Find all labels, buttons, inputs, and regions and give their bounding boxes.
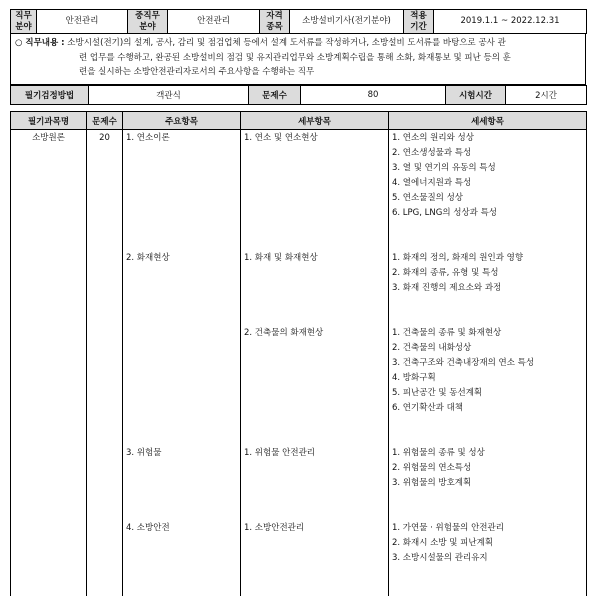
job-field-label: 직무 분야 — [11, 10, 37, 34]
column-count: 문제수 — [87, 112, 123, 130]
sub-item: 1. 소방안전관리 — [244, 521, 385, 536]
main-items-column — [123, 130, 240, 596]
detail-item: 4. 방화구획 — [392, 371, 583, 386]
question-count-label: 문제수 — [249, 86, 301, 105]
exam-method-value: 객관식 — [89, 86, 249, 105]
sub-item: 1. 위험물 안전관리 — [244, 446, 385, 461]
duty-label: ○ 직무내용 : — [15, 38, 65, 48]
detail-item: 3. 소방시설물의 관리유지 — [392, 551, 583, 566]
column-detail-item: 세세항목 — [389, 112, 587, 130]
detail-item: 2. 건축물의 내화성상 — [392, 341, 583, 356]
sub-items-cell — [241, 130, 389, 596]
detail-item: 3. 건축구조와 건축내장재의 연소 특성 — [392, 356, 583, 371]
detail-item: 1. 건축물의 종류 및 화재현상 — [392, 326, 583, 341]
detail-item: 6. LPG, LNG의 성상과 특성 — [392, 206, 583, 221]
duty-line-2: 련 업무를 수행하고, 완공된 소방설비의 점검 및 유지관리업무와 소방계획수립을 통해 소화, 화재통보 및 피난 등의 훈 — [15, 51, 581, 66]
detail-item: 2. 화재시 소방 및 피난계획 — [392, 536, 583, 551]
syllabus-table — [10, 111, 587, 596]
period-label: 적용 기간 — [404, 10, 434, 34]
detail-item: 5. 피난공간 및 동선계획 — [392, 386, 583, 401]
detail-item: 1. 위험물의 종류 및 성상 — [392, 446, 583, 461]
duty-line-3: 련을 실시하는 소방안전관리자로서의 주요사항을 수행하는 직무 — [15, 65, 581, 80]
sub-item: 1. 화재 및 화재현상 — [244, 251, 385, 266]
question-count-value: 80 — [301, 86, 446, 105]
detail-item: 2. 화재의 종류, 유형 및 특성 — [392, 266, 583, 281]
detail-item: 2. 연소생성물과 특성 — [392, 146, 583, 161]
exam-method-label: 필기검정방법 — [11, 86, 89, 105]
main-item: 4. 소방안전 — [126, 521, 237, 536]
duty-text-1: 소방시설(전기)의 설계, 공사, 감리 및 점검업체 등에서 설계 도서류를 작성하거나, 소방설비 도서류를 바탕으로 공사 관 — [67, 38, 506, 48]
certification-value: 소방설비기사(전기분야) — [290, 10, 404, 34]
column-sub-item: 세부항목 — [241, 112, 389, 130]
subject-count: 20 — [87, 130, 122, 146]
detail-items-column — [389, 130, 586, 596]
exam-time-value: 2시간 — [506, 86, 587, 105]
detail-items-cell — [389, 130, 587, 596]
detail-item: 5. 연소물질의 성상 — [392, 191, 583, 206]
period-value: 2019.1.1 ~ 2022.12.31 — [434, 10, 587, 34]
detail-item: 6. 연기확산과 대책 — [392, 401, 583, 416]
certification-label: 자격 종목 — [260, 10, 290, 34]
exam-method-table — [10, 85, 587, 105]
sub-items-column — [241, 130, 388, 596]
sub-item: 1. 연소 및 연소현상 — [244, 131, 385, 146]
sub-job-field-value: 안전관리 — [168, 10, 260, 34]
exam-standard-document — [10, 9, 586, 596]
detail-item: 3. 화재 진행의 제요소와 과정 — [392, 281, 583, 296]
job-field-value: 안전관리 — [37, 10, 128, 34]
duty-description — [10, 34, 586, 85]
detail-item: 3. 열 및 연기의 유동의 특성 — [392, 161, 583, 176]
column-subject: 필기과목명 — [11, 112, 87, 130]
subject-cell — [11, 130, 87, 596]
count-cell — [87, 130, 123, 596]
detail-item: 2. 위험물의 연소특성 — [392, 461, 583, 476]
main-item: 1. 연소이론 — [126, 131, 237, 146]
detail-item: 3. 위험물의 방호계획 — [392, 476, 583, 491]
duty-line-1 — [15, 36, 581, 51]
detail-item: 4. 열에너지원과 특성 — [392, 176, 583, 191]
detail-item: 1. 화재의 정의, 화재의 원인과 영향 — [392, 251, 583, 266]
detail-item: 1. 가연물 · 위험물의 안전관리 — [392, 521, 583, 536]
exam-time-label: 시험시간 — [446, 86, 506, 105]
main-item: 2. 화재현상 — [126, 251, 237, 266]
detail-item: 1. 연소의 원리와 성상 — [392, 131, 583, 146]
main-items-cell — [123, 130, 241, 596]
subject-name: 소방원론 — [11, 130, 86, 146]
column-main-item: 주요항목 — [123, 112, 241, 130]
sub-job-field-label: 중직무 분야 — [128, 10, 168, 34]
header-table — [10, 9, 587, 34]
main-item: 3. 위험물 — [126, 446, 237, 461]
sub-item: 2. 건축물의 화재현상 — [244, 326, 385, 341]
